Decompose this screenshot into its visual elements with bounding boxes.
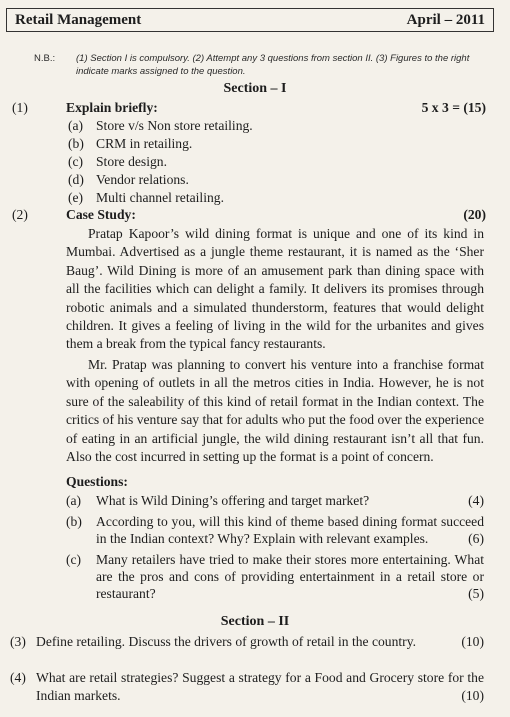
exam-page: Retail Management April – 2011 N.B.: (1) Section I is compulsory. (2) Attempt any 3 questions from section II. (3) Figures to the right indicate marks assigned to the question. Section – I (1) Explain briefly: 5 x 3 = (15) (a) Store v/s Non store retailing. (b) CRM in retailing. (c) Store design. (d) Vendor relations. (e) Multi channel retailing. (2) Case Study: (20) Pratap Kapoor’s wild dining format is unique and one of its kind in Mumbai. Advertised as a jungle theme restaurant, it is named as the ‘Sher Baug’. Wild Dining is more of an amusement park than dining space with all the facilities which can delight a family. It delivers its promises through robotic animals and a simulated thunderstorm, features that would delight children. It gives a feeling of living in the wild for the urbanites and gives them a break from the typical fancy restaurants. Mr. Pratap was planning to convert his venture into a franchise format with opening of outlets in all the metros cities in India. However, he is not sure of the saleability of this kind of retail format in the Indian context. The critics of his venture say that for adults who put the food over the experience of eating in an artificial jungle, the wild dining restaurant isn’t all that fun. Also the cost incurred in setting up the format is a point of concern. Questions: (a) (4) What is Wild Dining’s offering and target market? (b) According to you, will this kind of theme based dining format succeed in the Indian context? Why? Explain with relevant examples. (6) (c) Many retailers have tried to make their stores more entertaining. What are the pros and cons of providing entertainment in a retail store or restaurant? (5) Section – II (3) Define retailing. Discuss the drivers of growth of retail in the country. (10) (4) What are retail strategies? Suggest a strategy for a Food and Grocery store for the Indian markets. (10) (0, 0, 510, 717)
questions-heading: Questions: (66, 474, 128, 489)
q2-heading: Case Study: (66, 207, 136, 222)
exam-date: April – 2011 (406, 11, 485, 28)
q1-marks: 5 x 3 = (15) (421, 100, 486, 115)
q3-number: (3) (10, 634, 26, 649)
paper-header (6, 8, 494, 32)
q1-number: (1) (12, 100, 28, 115)
case-paragraph-2: Mr. Pratap was planning to convert his venture into a franchise format with opening of outlets in all the metros cities in India. However, he is not sure of the saleability of this kind of retail format in the Indian context. The critics of his venture say that for adults who put the food over the experience of eating in an artificial jungle, the wild dining restaurant isn’t all that fun. Also the cost incurred in setting up the format is a point of concern. (66, 357, 484, 465)
nb-text: (1) Section I is compulsory. (2) Attempt any 3 questions from section II. (3) Figures to the right indicate marks assigned to the question. (76, 53, 470, 77)
instructions-note (36, 52, 486, 78)
case-question: (c) Many retailers have tried to make their stores more entertaining. What are the pros and cons of providing entertainment in a retail store or restaurant? (5) (66, 552, 484, 601)
q2-marks: (20) (463, 207, 486, 222)
q4-number: (4) (10, 670, 26, 685)
q2-number: (2) (12, 207, 28, 222)
case-question: (b) According to you, will this kind of theme based dining format succeed in the Indian context? Why? Explain with relevant examples. (6) (66, 514, 484, 546)
nb-label: N.B.: (34, 53, 56, 64)
case-questions (66, 492, 484, 603)
q3-text: Define retailing. Discuss the drivers of growth of retail in the country. (10) (36, 634, 484, 649)
q1-heading: Explain briefly: (66, 100, 158, 115)
section-2-title: Section – II (220, 614, 290, 629)
q4-text: What are retail strategies? Suggest a strategy for a Food and Grocery store for the Indian markets. (10) (36, 670, 484, 703)
subject-title: Retail Management (15, 11, 142, 28)
case-question: (a) (4) What is Wild Dining’s offering and target market? (66, 493, 484, 508)
section-1-title: Section – I (223, 81, 287, 96)
case-paragraph-1: Pratap Kapoor’s wild dining format is unique and one of its kind in Mumbai. Advertised as a jungle theme restaurant, it is named as the ‘Sher Baug’. Wild Dining is more of an amusement park than dining space with all the facilities which can delight a family. It delivers its promises through robotic animals and a simulated thunderstorm, features that would delight children. It gives a feeling of living in the wild for the urbanites and gives them a break from the typical fancy restaurants. (66, 226, 484, 352)
